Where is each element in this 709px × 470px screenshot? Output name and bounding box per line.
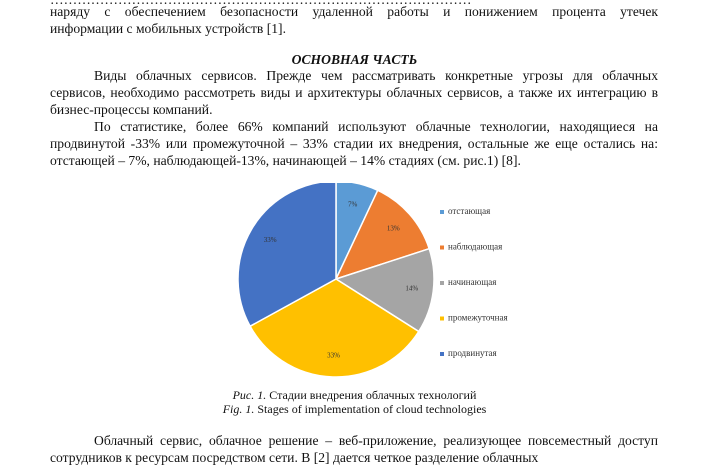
paragraph-cloud-types: Виды облачных сервисов. Прежде чем рассматривать конкретные угрозы для облачных сервисов, необходимо рассмотреть виды и архитектуры облачных сервисов, а также их интеграцию в бизнес-процессы компаний.	[50, 68, 658, 117]
figure-caption-en	[0, 402, 709, 416]
paragraph-cloud-service: Облачный сервис, облачное решение – веб-приложение, реализующее повсеместный доступ сотрудников к ресурсам посредством сети. В [2] дается четкое разделение облачных	[50, 433, 658, 465]
legend-label-2: наблюдающая	[448, 241, 503, 252]
previous-paragraph-line-2: информации с мобильных устройств [1].	[50, 20, 286, 36]
legend-swatch-1	[440, 210, 444, 214]
legend-label-5: продвинутая	[448, 348, 497, 358]
legend-swatch-2	[440, 246, 444, 250]
pie-slice-label-2: 13%	[386, 224, 400, 233]
legend-swatch-4	[440, 317, 444, 321]
previous-paragraph-line-1: наряду с обеспечением безопасности удаленной работы и понижением процента утечек	[50, 4, 658, 19]
figure-caption-en-text: Stages of implementation of cloud technologies	[254, 402, 487, 416]
legend-label-4: промежуточная	[448, 312, 508, 323]
pie-chart	[230, 183, 530, 383]
paragraph-statistics: По статистике, более 66% компаний используют облачные технологии, находящиеся на продвинутой -33% или промежуточной – 33% стадии их внедрения, остальные же еще остались на: отстающей – 7%, наблюдающей-13%, начинающей – 14% стадиях (см. рис.1) [8].	[50, 119, 658, 168]
figure-caption-ru	[0, 388, 709, 402]
pie-slice-label-3: 14%	[405, 284, 419, 293]
legend-swatch-5	[440, 352, 444, 356]
pie-slice-label-1: 7%	[348, 200, 358, 209]
previous-paragraph	[50, 0, 658, 38]
section-heading: ОСНОВНАЯ ЧАСТЬ	[291, 52, 418, 67]
legend-label-1: отстающая	[448, 206, 491, 216]
pie-slice-label-5: 33%	[263, 236, 277, 245]
figure-caption-ru-text: Стадии внедрения облачных технологий	[266, 388, 477, 402]
pie-slice-label-4: 33%	[327, 351, 341, 360]
figure-caption-ru-prefix: Рис. 1.	[232, 388, 267, 402]
legend-swatch-3	[440, 281, 444, 285]
figure-caption-en-prefix: Fig. 1.	[222, 402, 255, 416]
legend-label-3: начинающая	[448, 277, 497, 287]
